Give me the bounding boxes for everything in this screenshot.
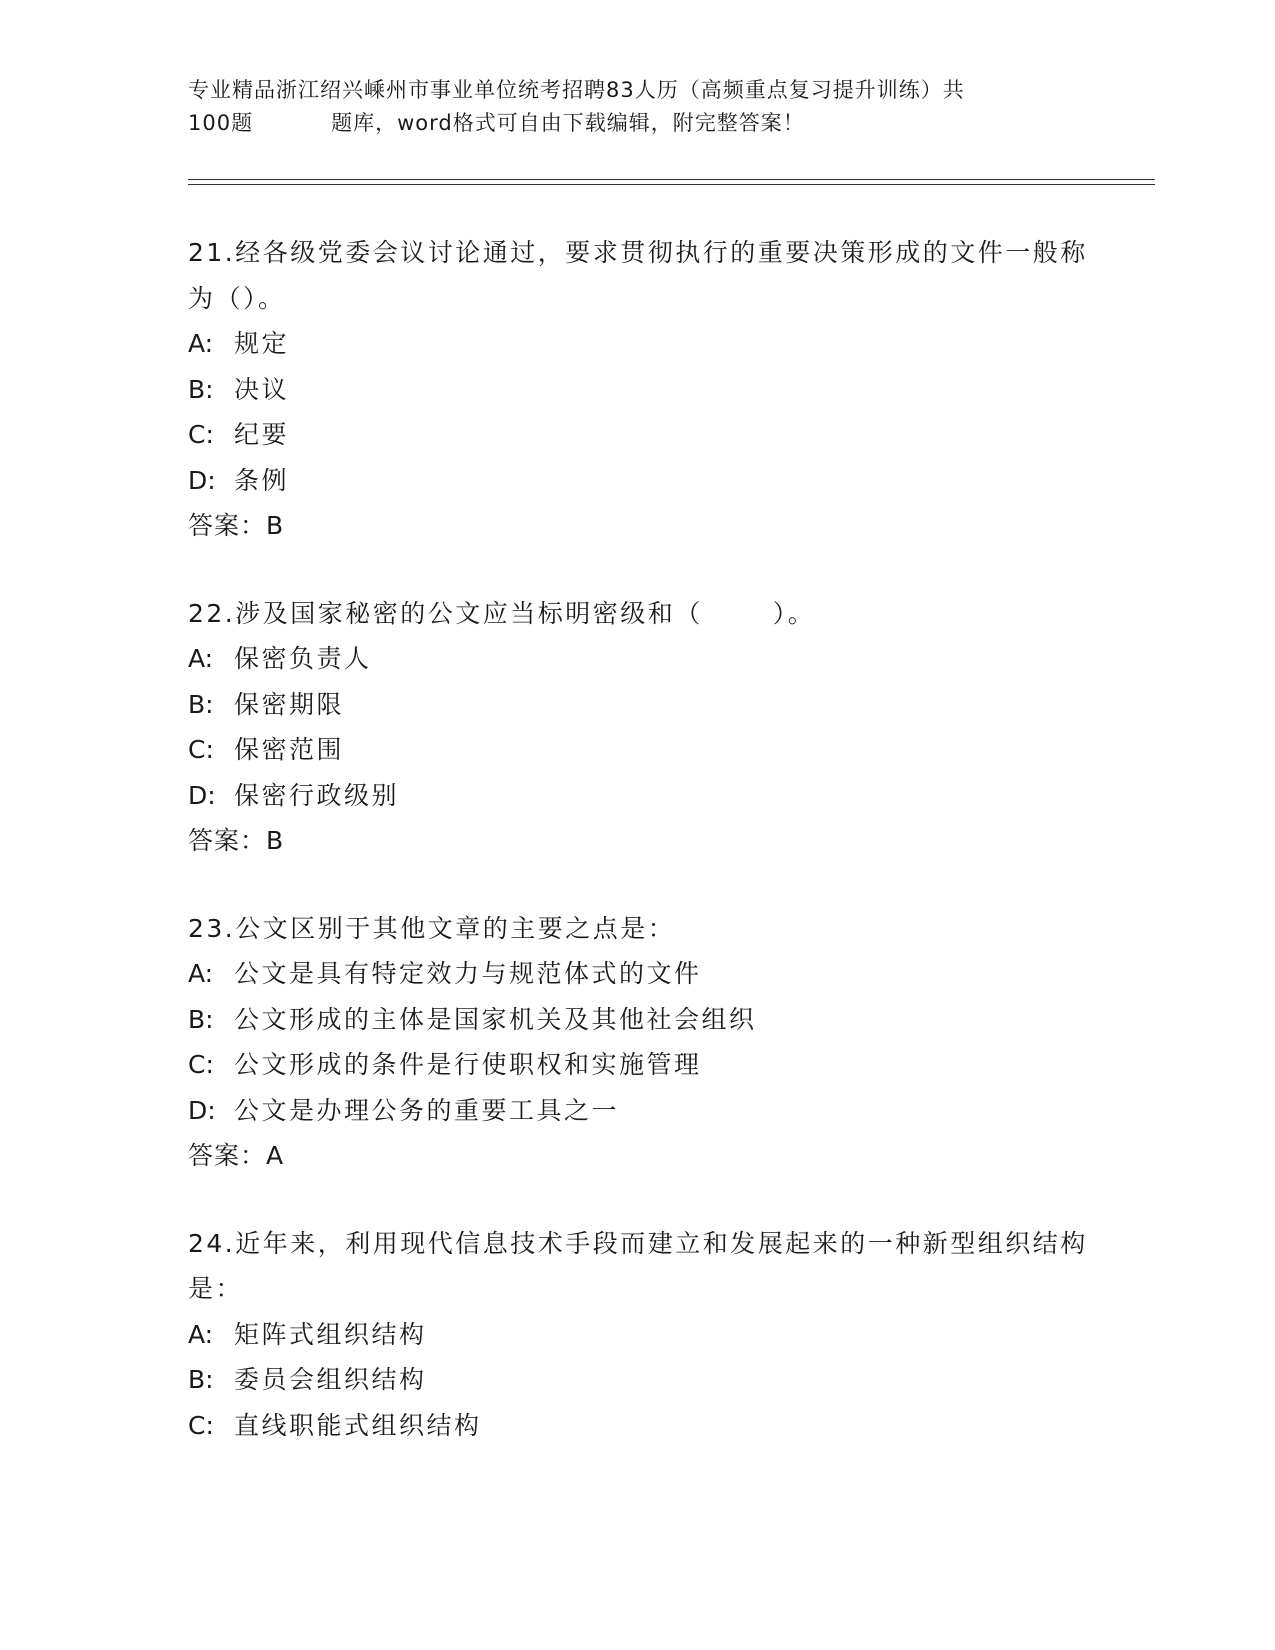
option-letter: B: [188,689,214,719]
option-text: 保密期限 [234,689,345,719]
answer: 答案：B [188,511,285,540]
option-a [188,1312,1088,1358]
option-letter: D: [188,1095,216,1125]
option-text: 委员会组织结构 [234,1365,427,1394]
option-text: 公文是具有特定效力与规范体式的文件 [234,959,702,988]
option-text: 直线职能式组织结构 [234,1410,482,1440]
option-a [188,636,1088,682]
option-text: 决议 [234,374,290,404]
option-letter: C: [188,420,214,449]
option-c [188,1403,1088,1449]
option-text: 条例 [234,465,290,495]
option-text: 规定 [234,329,290,358]
option-letter: A: [188,1319,214,1349]
option-a [188,321,1088,367]
question-text [188,230,1088,321]
option-text: 纪要 [234,420,290,449]
option-c [188,1042,1088,1088]
option-letter: B: [188,374,214,404]
option-d [188,458,1088,504]
header-line-1: 专业精品浙江绍兴嵊州市事业单位统考招聘83人历（高频重点复习提升训练）共 [188,78,965,102]
question-number: 21. [188,238,236,267]
answer: 答案：B [188,826,285,855]
option-d [188,1088,1088,1134]
question-body: 公文区别于其他文章的主要之点是： [235,913,676,943]
option-letter: A: [188,959,214,988]
option-b [188,682,1088,728]
option-c [188,412,1088,458]
option-text: 保密行政级别 [234,780,400,810]
option-letter: B: [188,1004,214,1034]
question-text [188,906,1088,952]
option-text: 公文形成的条件是行使职权和实施管理 [234,1050,702,1079]
question-number: 24. [188,1228,236,1258]
question-23 [188,906,1088,1179]
question-body: 近年来，利用现代信息技术手段而建立和发展起来的一种新型组织结构是： [188,1228,1088,1303]
question-body: 经各级党委会议讨论通过，要求贯彻执行的重要决策形成的文件一般称为（）。 [188,238,1088,313]
option-text: 保密负责人 [234,644,372,673]
option-letter: A: [188,644,214,673]
question-text [188,591,1088,637]
question-number: 22. [188,598,236,628]
option-b [188,367,1088,413]
option-letter: C: [188,735,214,764]
question-body-end: ）。 [772,598,816,628]
question-list [188,230,1088,1490]
header-count: 100题 [188,111,254,135]
header-rule-bottom [188,184,1155,185]
option-b [188,997,1088,1043]
option-text: 矩阵式组织结构 [234,1319,427,1349]
question-text [188,1221,1088,1312]
answer: 答案：A [188,1141,285,1170]
option-c [188,727,1088,773]
question-21 [188,230,1088,549]
option-letter: D: [188,465,216,495]
option-text: 保密范围 [234,735,345,764]
option-d [188,773,1088,819]
option-letter: B: [188,1365,214,1394]
option-letter: C: [188,1050,214,1079]
option-letter: D: [188,780,216,810]
option-text: 公文形成的主体是国家机关及其他社会组织 [234,1004,757,1034]
question-body: 涉及国家秘密的公文应当标明密级和（ [235,598,703,628]
question-24 [188,1221,1088,1449]
option-letter: C: [188,1410,214,1440]
header-description: 题库，word格式可自由下载编辑，附完整答案！ [331,111,805,135]
option-b [188,1357,1088,1403]
document-header [188,74,1088,140]
question-22 [188,591,1088,864]
question-number: 23. [188,913,236,943]
header-rule-top [188,179,1155,180]
option-letter: A: [188,329,214,358]
option-text: 公文是办理公务的重要工具之一 [234,1095,620,1125]
option-a [188,951,1088,997]
header-line-2 [188,107,1088,140]
